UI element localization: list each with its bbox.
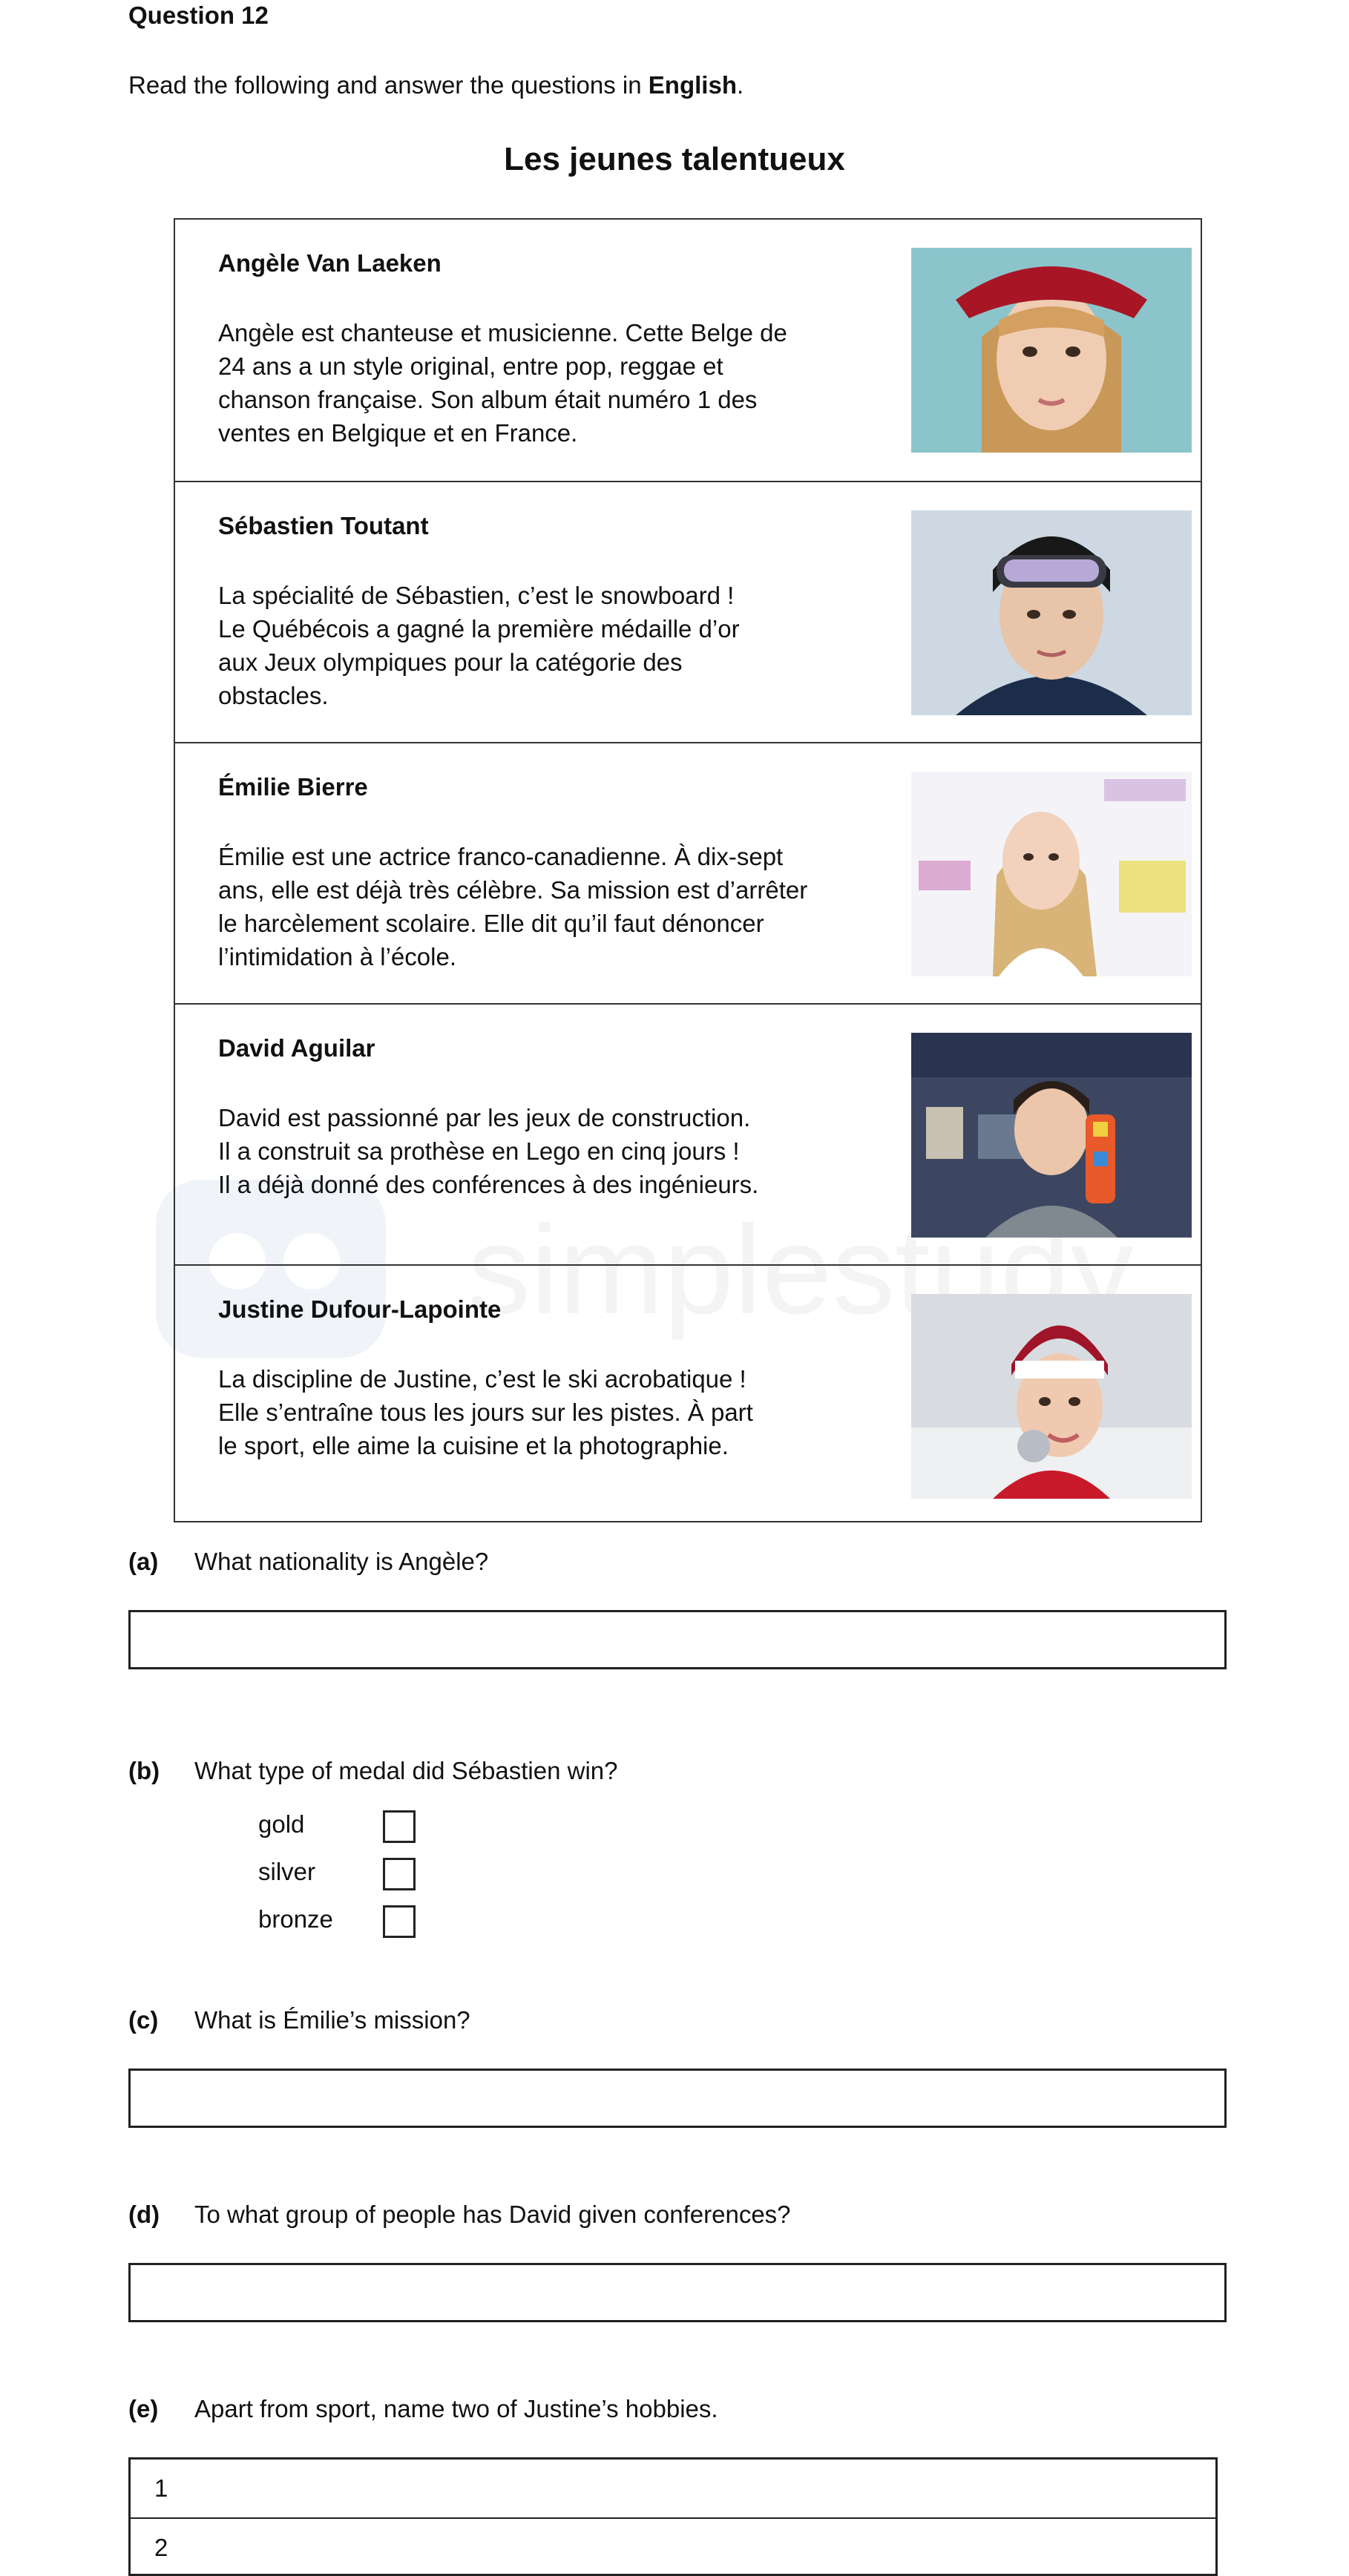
- answer-e-table: [128, 2457, 1218, 2576]
- profile-justine: [175, 1264, 1201, 1522]
- profile-name: Angèle Van Laeken: [218, 249, 442, 277]
- description-line: ans, elle est déjà très célèbre. Sa mission est d’arrêter: [218, 876, 808, 904]
- profile-description: [218, 579, 856, 712]
- answer-a-box[interactable]: [128, 1610, 1227, 1669]
- answer-d-box[interactable]: [128, 2263, 1227, 2322]
- question-e-label: (e): [128, 2395, 159, 2422]
- option-bronze-label: bronze: [258, 1905, 333, 1933]
- description-line: le sport, elle aime la cuisine et la photographie.: [218, 1432, 729, 1459]
- description-line: ventes en Belgique et en France.: [218, 419, 578, 447]
- profile-description: [218, 1101, 856, 1201]
- svg-text:simplestudy: simplestudy: [467, 1200, 1134, 1341]
- photo-emilie: [911, 772, 1192, 976]
- profile-description: [218, 316, 856, 450]
- row-number: 1: [154, 2474, 168, 2502]
- profile-name: Sébastien Toutant: [218, 512, 429, 539]
- answer-c-box[interactable]: [128, 2069, 1227, 2128]
- description-line: Il a construit sa prothèse en Lego en cinq jours !: [218, 1137, 740, 1165]
- description-line: Il a déjà donné des conférences à des ingénieurs.: [218, 1171, 759, 1198]
- question-c-label: (c): [128, 2006, 159, 2034]
- question-a-label: (a): [128, 1548, 159, 1575]
- description-line: La spécialité de Sébastien, c’est le snowboard !: [218, 582, 735, 609]
- option-silver-checkbox[interactable]: [383, 1858, 416, 1890]
- instruction: [128, 71, 744, 99]
- description-line: Le Québécois a gagné la première médaille d’or: [218, 615, 740, 643]
- profile-name: Justine Dufour-Lapointe: [218, 1295, 502, 1323]
- question-d-text: To what group of people has David given conferences?: [194, 2201, 791, 2228]
- description-line: aux Jeux olympiques pour la catégorie des: [218, 648, 683, 676]
- row-number: 2: [154, 2534, 168, 2561]
- question-b-text: What type of medal did Sébastien win?: [194, 1757, 618, 1784]
- profile-name: David Aguilar: [218, 1034, 375, 1062]
- description-line: obstacles.: [218, 682, 329, 709]
- instruction-end: .: [736, 71, 744, 99]
- description-line: le harcèlement scolaire. Elle dit qu’il faut dénoncer: [218, 910, 764, 937]
- description-line: Émilie est une actrice franco-canadienne. À dix-sept: [218, 843, 784, 870]
- answer-e-row-1[interactable]: [131, 2460, 1215, 2517]
- option-bronze-checkbox[interactable]: [383, 1905, 416, 1938]
- profile-description: [218, 1362, 856, 1462]
- photo-sebastien: [911, 510, 1192, 715]
- instruction-emphasis: English: [648, 71, 737, 99]
- profile-description: [218, 840, 856, 973]
- photo-angele: [911, 248, 1192, 453]
- answer-e-row-2[interactable]: [131, 2517, 1215, 2575]
- profile-name: Émilie Bierre: [218, 773, 368, 801]
- question-title: Question 12: [128, 1, 269, 29]
- photo-david: [911, 1033, 1192, 1238]
- question-d-label: (d): [128, 2201, 160, 2228]
- question-e-text: Apart from sport, name two of Justine’s hobbies.: [194, 2395, 718, 2422]
- description-line: La discipline de Justine, c’est le ski acrobatique !: [218, 1365, 746, 1393]
- option-gold-checkbox[interactable]: [383, 1810, 416, 1843]
- description-line: 24 ans a un style original, entre pop, reggae et: [218, 352, 723, 380]
- profile-emilie: [175, 742, 1201, 1003]
- option-silver-label: silver: [258, 1858, 316, 1885]
- description-line: Elle s’entraîne tous les jours sur les pistes. À part: [218, 1399, 753, 1426]
- question-b-label: (b): [128, 1757, 160, 1784]
- option-gold-label: gold: [258, 1810, 305, 1838]
- profile-sebastien: [175, 481, 1201, 742]
- passage-title: Les jeunes talentueux: [504, 141, 845, 177]
- instruction-text: Read the following and answer the questions in: [128, 71, 649, 99]
- description-line: chanson française. Son album était numéro 1 des: [218, 386, 758, 413]
- question-a-text: What nationality is Angèle?: [194, 1548, 489, 1575]
- description-line: l’intimidation à l’école.: [218, 943, 456, 970]
- profile-david: [175, 1003, 1201, 1264]
- photo-justine: [911, 1294, 1192, 1499]
- description-line: Angèle est chanteuse et musicienne. Cette Belge de: [218, 319, 787, 346]
- profiles-table: [174, 218, 1202, 1522]
- description-line: David est passionné par les jeux de construction.: [218, 1104, 751, 1131]
- question-c-text: What is Émilie’s mission?: [194, 2006, 470, 2034]
- profile-angele: [175, 220, 1201, 481]
